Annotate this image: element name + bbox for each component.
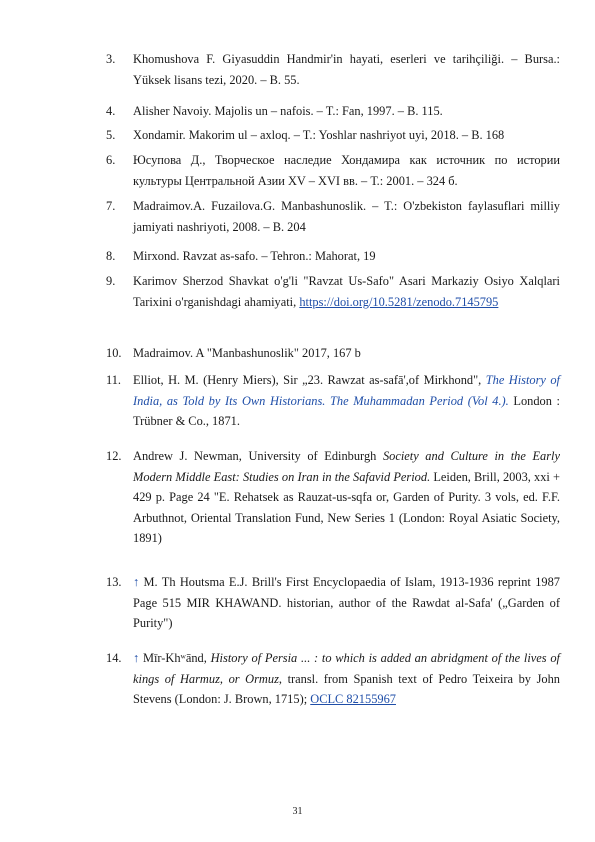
reference-item bbox=[106, 150, 560, 191]
reference-number: 9. bbox=[106, 274, 116, 288]
reference-text bbox=[133, 271, 560, 312]
reference-item bbox=[106, 370, 560, 432]
reference-number: 12. bbox=[106, 449, 122, 463]
reference-item bbox=[106, 271, 560, 312]
reference-title: Society and Culture in the Early Modern Middle East: Studies on Iran in the Safavid Period. bbox=[133, 449, 560, 484]
reference-number: 3. bbox=[106, 52, 116, 66]
reference-text bbox=[133, 370, 560, 432]
reference-number: 4. bbox=[106, 104, 116, 118]
reference-text: Юсупова Д., Творческое наследие Хондамира как источник по истории культуры Центральной Азии XV – XVI вв. – Т.: 2001. – 324 б. bbox=[133, 153, 560, 188]
backlink-arrow-icon[interactable]: ↑ bbox=[133, 651, 140, 665]
doi-link[interactable]: https://doi.org/10.5281/zenodo.7145795 bbox=[299, 294, 499, 309]
reference-item bbox=[106, 343, 560, 364]
reference-title: History of Persia ... : to which is added an abridgment of the lives of kings of Harmuz, or Ormuz bbox=[133, 651, 560, 686]
reference-text: Alisher Navoiy. Majolis un – nafois. – T.: Fan, 1997. – B. 115. bbox=[133, 104, 443, 118]
reference-text: Khomushova F. Giyasuddin Handmir'in hayati, eserleri ve tarihçiliği. – Bursa.: Yüksek lisans tezi, 2020. – B. 55. bbox=[133, 52, 560, 87]
reference-item bbox=[106, 125, 560, 146]
reference-text bbox=[133, 446, 560, 549]
reference-item bbox=[106, 648, 560, 710]
reference-text: Madraimov. A "Manbashunoslik" 2017, 167 b bbox=[133, 346, 361, 360]
reference-text-main: Karimov Sherzod Shavkat o'g'li "Ravzat Us-Safo" Asari Markaziy Osiyo Xalqlari Tarixini o'rganishdagi ahamiyati, bbox=[133, 274, 560, 309]
oclc-link[interactable]: OCLC 82155967 bbox=[310, 692, 396, 707]
reference-number: 10. bbox=[106, 346, 122, 360]
reference-text-main: Andrew J. Newman, University of Edinburgh bbox=[133, 449, 377, 463]
reference-number: 5. bbox=[106, 128, 116, 142]
backlink-arrow-icon[interactable]: ↑ bbox=[133, 575, 140, 589]
reference-number: 14. bbox=[106, 651, 122, 665]
page-number: 31 bbox=[292, 806, 303, 817]
reference-number: 11. bbox=[106, 373, 122, 387]
reference-author: Mīr-Khʷānd, bbox=[142, 651, 207, 665]
reference-text: Mirxond. Ravzat as-safo. – Tehron.: Mahorat, 19 bbox=[133, 249, 376, 263]
reference-text-main: Elliot, H. M. (Henry Miers), Sir „23. Rawzat as-safā',of Mirkhond", bbox=[133, 373, 482, 387]
reference-text: Xondamir. Makorim ul – axloq. – T.: Yoshlar nashriyot uyi, 2018. – B. 168 bbox=[133, 128, 505, 142]
reference-details: Leiden, Brill, 2003, xxi + 429 p. Page 24 "E. Rehatsek as Rauzat-us-sqfa or, Garden of Purity. 3 vols, ed. F.F. Arbuthnot, Oriental Translation Fund, New Series 1 (London: Royal Asiatic Society, 1891) bbox=[133, 469, 561, 546]
reference-details: , transl. from Spanish text of Pedro Teixeira by John Stevens (London: J. Brown, 1715); bbox=[133, 671, 560, 707]
reference-item bbox=[106, 196, 560, 237]
reference-item bbox=[106, 101, 560, 122]
reference-item bbox=[106, 572, 560, 634]
reference-item bbox=[106, 446, 560, 549]
reference-number: 7. bbox=[106, 199, 116, 213]
reference-text bbox=[133, 572, 560, 634]
reference-text: Madraimov.A. Fuzailova.G. Manbashunoslik. – T.: O'zbekiston faylasuflari milliy jamiyati nashriyoti, 2008. – B. 204 bbox=[133, 199, 560, 234]
reference-title[interactable]: The History of India, as Told by Its Own Historians. The Muhammadan Period (Vol 4.). bbox=[133, 373, 560, 408]
reference-text bbox=[133, 648, 560, 710]
reference-item bbox=[106, 246, 560, 267]
reference-number: 6. bbox=[106, 153, 116, 167]
reference-number: 8. bbox=[106, 249, 116, 263]
reference-text-main: M. Th Houtsma E.J. Brill's First Encyclopaedia of Islam, 1913-1936 reprint 1987 Page 515 MIR KHAWAND. historian, author of the Rawdat al-Safa' („Garden of Purity") bbox=[133, 575, 560, 631]
reference-number: 13. bbox=[106, 575, 122, 589]
reference-publisher: London : Trübner & Co., 1871. bbox=[133, 393, 560, 429]
reference-item bbox=[106, 49, 560, 90]
